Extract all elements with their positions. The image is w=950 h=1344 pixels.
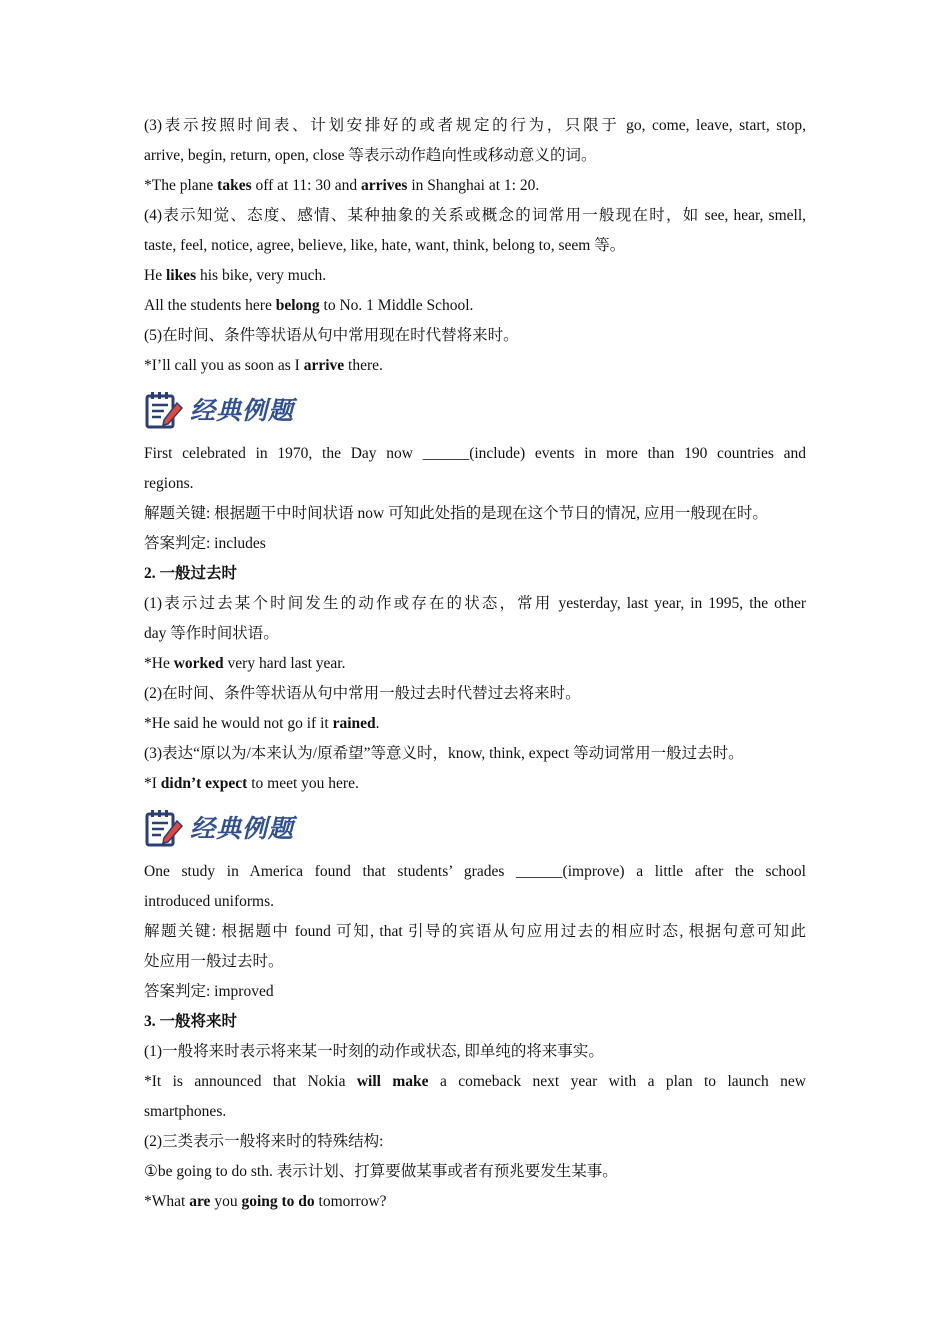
classic-example-banner (144, 387, 806, 435)
document-page (144, 111, 806, 1217)
section-heading-future: 3. 一般将来时 (144, 1013, 238, 1030)
example-plane: *The plane takes off at 11: 30 and arrives in Shanghai at 1: 20. (144, 177, 540, 194)
example-nokia-line2: smartphones. (144, 1103, 227, 1120)
future-rule-2: (2)三类表示一般将来时的特殊结构: (144, 1133, 384, 1150)
banner-label: 经典例题 (190, 396, 295, 425)
future-rule-1: (1)一般将来时表示将来某一时刻的动作或状态, 即单纯的将来事实。 (144, 1043, 604, 1060)
example2-key-line2: 处应用一般过去时。 (144, 953, 284, 970)
example1-answer: 答案判定: includes (144, 535, 266, 552)
future-rule-2-1: ①be going to do sth. 表示计划、打算要做某事或者有预兆要发生某事。 (144, 1163, 618, 1180)
example2-question-line2: introduced uniforms. (144, 893, 275, 910)
example1-key: 解题关键: 根据题干中时间状语 now 可知此处指的是现在这个节日的情况, 应用一般现在时。 (144, 505, 768, 522)
example2-question-line1: One study in America found that students’ grades ______(improve) a little after the school (144, 863, 806, 880)
example-rained: *He said he would not go if it rained. (144, 715, 380, 732)
section-heading-past: 2. 一般过去时 (144, 565, 238, 582)
example2-answer: 答案判定: improved (144, 983, 274, 1000)
rule-4-line2: taste, feel, notice, agree, believe, like, hate, want, think, belong to, seem 等。 (144, 237, 626, 254)
past-rule-1-line2: day 等作时间状语。 (144, 625, 279, 642)
example-going: *What are you going to do tomorrow? (144, 1193, 387, 1210)
past-rule-3: (3)表达“原以为/本来认为/原希望”等意义时，know, think, expect 等动词常用一般过去时。 (144, 745, 744, 762)
example1-question-line1: First celebrated in 1970, the Day now ______(include) events in more than 190 countries and (144, 445, 806, 462)
rule-3-line1: (3)表示按照时间表、计划安排好的或者规定的行为，只限于 go, come, leave, start, stop, (144, 117, 806, 134)
rule-3-line2: arrive, begin, return, open, close 等表示动作趋向性或移动意义的词。 (144, 147, 597, 164)
example-likes: He likes his bike, very much. (144, 267, 327, 284)
example2-key-line1: 解题关键: 根据题中 found 可知, that 引导的宾语从句应用过去的相应时态, 根据句意可知此 (144, 923, 806, 940)
rule-4-line1: (4)表示知觉、态度、感情、某种抽象的关系或概念的词常用一般现在时，如 see, hear, smell, (144, 207, 806, 224)
example-worked: *He worked very hard last year. (144, 655, 346, 672)
classic-example-banner (144, 805, 806, 853)
example-nokia-line1: *It is announced that Nokia will make a comeback next year with a plan to launch new (144, 1073, 806, 1090)
notepad-pencil-icon (144, 809, 184, 849)
notepad-pencil-icon (144, 391, 184, 431)
banner-label: 经典例题 (190, 814, 295, 843)
past-rule-1-line1: (1)表示过去某个时间发生的动作或存在的状态，常用 yesterday, last year, in 1995, the other (144, 595, 806, 612)
example-expect: *I didn’t expect to meet you here. (144, 775, 359, 792)
past-rule-2: (2)在时间、条件等状语从句中常用一般过去时代替过去将来时。 (144, 685, 581, 702)
example-belong: All the students here belong to No. 1 Middle School. (144, 297, 474, 314)
example1-question-line2: regions. (144, 475, 194, 492)
rule-5: (5)在时间、条件等状语从句中常用现在时代替将来时。 (144, 327, 519, 344)
example-arrive: *I’ll call you as soon as I arrive there. (144, 357, 383, 374)
